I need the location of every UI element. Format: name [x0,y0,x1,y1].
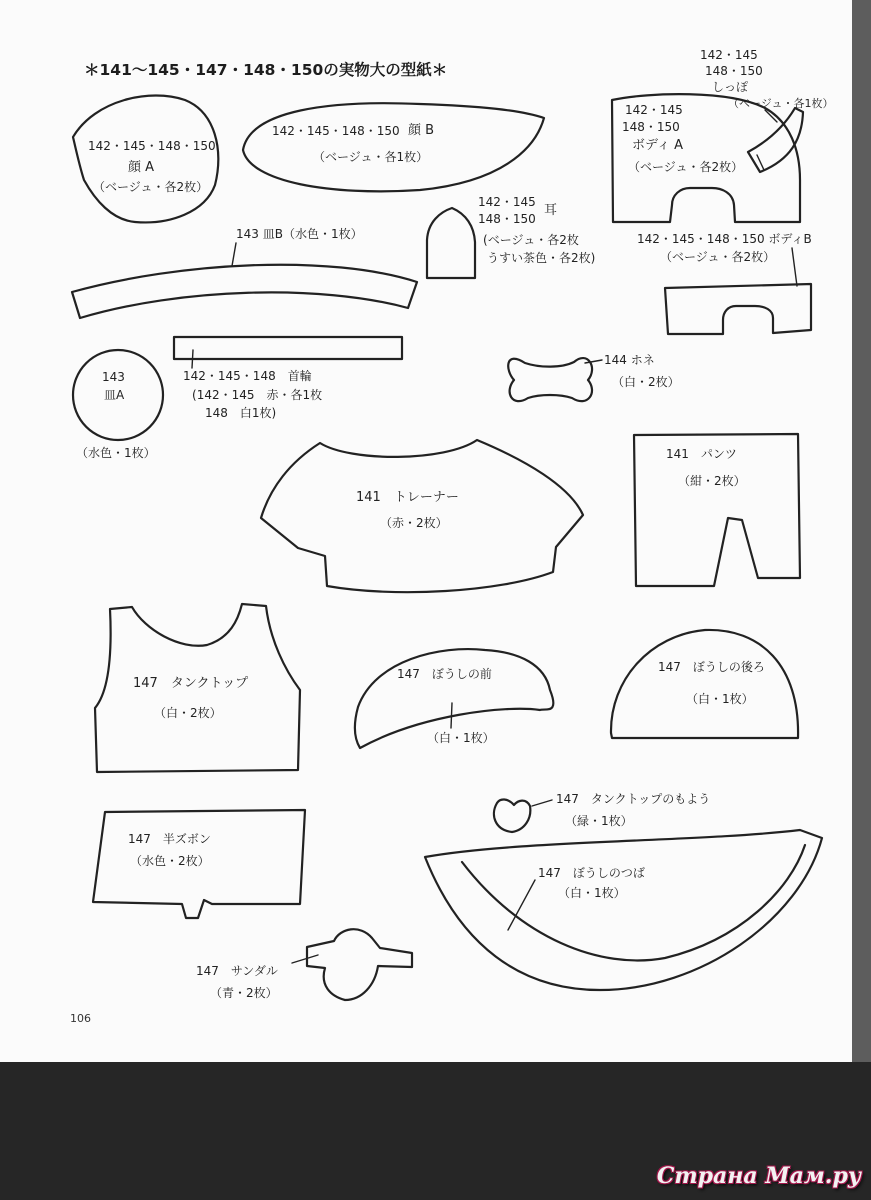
dish-a-name: 皿A [104,388,125,402]
hat-back-note: （白・1枚） [686,692,754,706]
tail-numbers-2: 148・150 [705,64,763,78]
tank-pattern-leader [532,800,552,806]
tank-pattern-label: 147 タンクトップのもよう [556,792,711,806]
tank-pattern-note: （緑・1枚） [565,814,633,828]
collar-label: 142・145・148 首輪 [183,369,312,383]
body-b-leader [792,248,797,286]
page-number: 106 [70,1012,91,1025]
hat-front-leader [451,703,452,728]
face-b-shape [243,103,544,191]
face-a-numbers: 142・145・148・150 [88,139,216,153]
body-a-numbers-1: 142・145 [625,103,683,117]
dish-b-label: 143 皿B（水色・1枚） [236,227,363,241]
shorts-label: 147 半ズボン [128,832,211,846]
hat-front-label: 147 ぼうしの前 [397,667,492,681]
tank-top-note: （白・2枚） [154,706,222,720]
hat-back-shape [611,630,798,738]
face-a-note: （ベージュ・各2枚） [93,180,209,194]
face-b-note: （ベージュ・各1枚） [313,150,429,164]
sandal-note: （青・2枚） [210,986,278,1000]
shorts-note: （水色・2枚） [130,854,210,868]
bone-label: 144 ホネ [604,353,655,367]
ear-shape [427,208,475,278]
tank-pattern-shape [494,799,530,832]
ear-numbers-1: 142・145 [478,195,536,209]
sweatshirt-label: 141 トレーナー [356,490,459,505]
bone-note: （白・2枚） [612,375,680,389]
tail-shape [748,108,803,172]
pants-label: 141 パンツ [666,447,737,461]
body-b-label: 142・145・148・150 ボディB [637,232,812,246]
bone-shape [508,358,592,401]
face-a-name: 顔 A [128,160,155,175]
tail-name: しっぽ [712,80,749,94]
body-b-shape [665,284,811,334]
collar-leader [192,350,193,368]
body-a-name: ボディ A [632,138,683,153]
ear-note-2: うすい茶色・各2枚) [487,251,596,265]
dish-b-leader [232,243,236,266]
sweatshirt-note: （赤・2枚） [380,516,448,530]
hat-brim-leader [508,880,535,930]
sandal-leader [292,955,318,963]
dish-a-note: （水色・1枚） [76,446,156,460]
tank-top-label: 147 タンクトップ [133,676,249,691]
pants-note: （紺・2枚） [678,474,746,488]
collar-note-2: 148 白1枚) [205,406,277,420]
site-watermark: Страна Мам.ру [656,1163,861,1189]
face-a-shape [73,96,218,223]
face-b-numbers: 142・145・148・150 [272,124,400,138]
face-b-name: 顔 B [408,123,435,138]
sandal-label: 147 サンダル [196,964,278,978]
tail-numbers-1: 142・145 [700,48,758,62]
hat-brim-note: （白・1枚） [558,886,626,900]
sandal-shape [307,929,412,1000]
hat-front-note: （白・1枚） [427,731,495,745]
page-title: ＊141～145・147・148・150の実物大の型紙＊ [84,61,448,79]
ear-name: 耳 [544,203,558,218]
hat-brim-label: 147 ぼうしのつば [538,866,645,880]
body-b-note: （ベージュ・各2枚） [660,250,776,264]
collar-note-1: (142・145 赤・各1枚 [192,388,323,402]
hat-brim-shape [425,830,822,990]
collar-shape [174,337,402,359]
hat-back-label: 147 ぼうしの後ろ [658,660,765,674]
hat-brim-inner [462,845,805,960]
dish-b-shape [72,265,417,318]
body-a-numbers-2: 148・150 [622,120,680,134]
ear-numbers-2: 148・150 [478,212,536,226]
dish-a-number: 143 [102,370,125,384]
ear-note-1: (ベージュ・各2枚 [483,233,579,247]
tail-note: （ベージュ・各1枚） [728,97,834,110]
body-a-note: （ベージュ・各2枚） [628,160,744,174]
